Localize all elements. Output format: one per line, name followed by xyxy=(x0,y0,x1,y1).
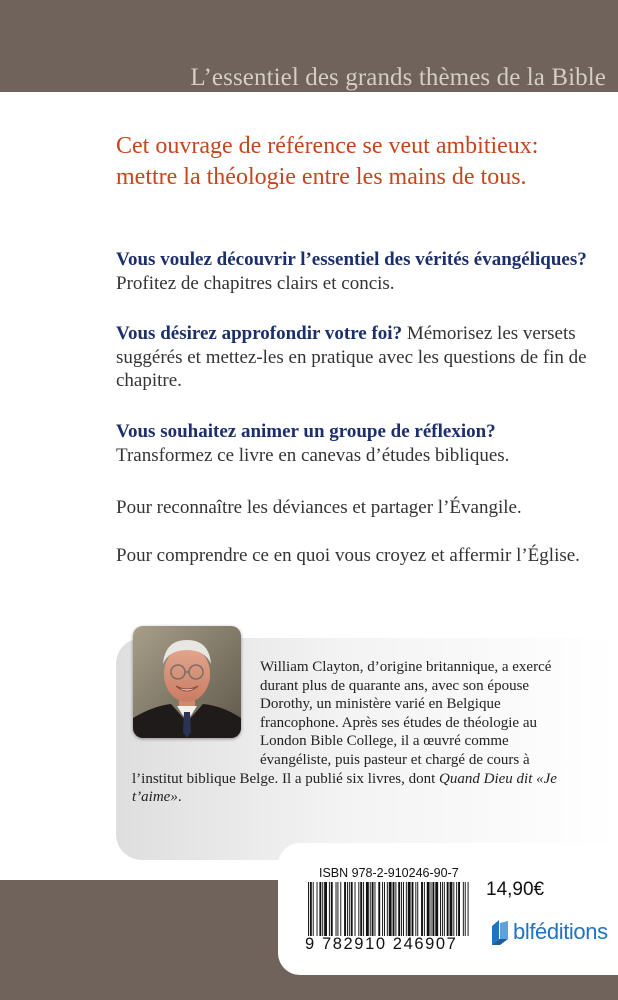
barcode-bar xyxy=(322,882,323,936)
barcode-bar xyxy=(453,882,454,936)
author-bio-end: . xyxy=(177,789,182,806)
barcode-bar xyxy=(427,882,430,936)
paragraph-text: Mémorisez les versets suggérés et mettez-les en pratique avec les questions de fin de chapitre. xyxy=(116,323,587,391)
barcode-bar xyxy=(313,882,314,936)
paragraph-text: Profitez de chapitres clairs et concis. xyxy=(116,272,395,294)
barcode-bar xyxy=(387,882,388,936)
barcode-bar xyxy=(355,882,356,936)
barcode-bar xyxy=(331,882,333,936)
barcode-bar xyxy=(421,882,423,936)
barcode-bar xyxy=(389,882,392,936)
barcode-bar xyxy=(336,882,337,936)
publisher-name: blféditions xyxy=(513,919,608,944)
publisher-logo xyxy=(489,917,608,947)
barcode-bar xyxy=(310,882,312,936)
barcode-bar xyxy=(363,882,364,936)
barcode-bar xyxy=(398,882,400,936)
barcode-bar xyxy=(372,882,374,936)
barcode-bar xyxy=(324,882,327,936)
barcode-bar xyxy=(351,882,353,936)
barcode-bar xyxy=(444,882,445,936)
barcode-bar xyxy=(395,882,396,936)
paragraph-text: Transformez ce livre en canevas d’études bibliques. xyxy=(116,444,510,466)
author-photo xyxy=(133,626,241,738)
barcode-bar xyxy=(415,882,416,936)
barcode-bar xyxy=(329,882,330,936)
barcode-bar xyxy=(370,882,371,936)
barcode-bar xyxy=(349,882,350,936)
barcode-bar xyxy=(378,882,380,936)
barcode-bar xyxy=(366,882,369,936)
barcode-bar xyxy=(317,882,318,936)
author-bio-text: William Clayton, d’origine britannique, a exercé durant plus de quarante ans, avec son épouse Dorothy, un ministère varié en Belgique francophone. Après ses études de théologie au London Bible College, il a œuvré comme évangéliste, puis pasteur et chargé de cours à l’institut biblique Belge. Il a publié six livres, dont xyxy=(132,659,552,787)
paragraph-discover xyxy=(116,248,596,295)
paragraph-highlight: Vous désirez approfondir votre foi? xyxy=(116,323,403,344)
barcode xyxy=(306,882,470,938)
barcode-bar xyxy=(442,882,443,936)
barcode-bar xyxy=(450,882,453,936)
barcode-bar xyxy=(432,882,434,936)
barcode-bar xyxy=(435,882,438,936)
barcode-bar xyxy=(393,882,395,936)
barcode-bar xyxy=(412,882,414,936)
barcode-bar xyxy=(447,882,449,936)
paragraph-recognize: Pour reconnaître les déviances et partager l’Évangile. xyxy=(116,497,522,518)
barcode-bar xyxy=(440,882,441,936)
barcode-bar xyxy=(463,882,464,936)
series-title: L’essentiel des grands thèmes de la Bible xyxy=(190,64,606,91)
barcode-bar xyxy=(384,882,385,936)
barcode-bar xyxy=(401,882,402,936)
barcode-bar xyxy=(337,882,338,936)
barcode-bar xyxy=(358,882,359,936)
paragraph-study-group xyxy=(116,420,596,467)
barcode-bar xyxy=(344,882,346,936)
price: 14,90€ xyxy=(486,879,545,900)
barcode-bar xyxy=(408,882,411,936)
barcode-bar xyxy=(375,882,376,936)
barcode-bar xyxy=(424,882,425,936)
barcode-digits: 9 782910 246907 xyxy=(305,935,458,953)
barcode-bar xyxy=(340,882,341,936)
barcode-bar xyxy=(465,882,466,936)
barcode-bar xyxy=(468,882,469,936)
paragraph-highlight: Vous voulez découvrir l’essentiel des vérités évangéliques? xyxy=(116,249,587,270)
barcode-bar xyxy=(417,882,418,936)
barcode-bar xyxy=(308,882,309,936)
barcode-bar xyxy=(382,882,383,936)
paragraph-understand: Pour comprendre ce en quoi vous croyez et affermir l’Église. xyxy=(116,545,580,566)
barcode-bar xyxy=(458,882,460,936)
barcode-bar xyxy=(431,882,432,936)
barcode-bar xyxy=(456,882,457,936)
barcode-bar xyxy=(360,882,362,936)
paragraph-deepen-faith xyxy=(116,322,596,393)
book-icon xyxy=(489,917,511,947)
barcode-bar xyxy=(347,882,348,936)
barcode-bar xyxy=(319,882,321,936)
book-title: Quand Dieu dit «Je t’aime» xyxy=(132,770,557,806)
paragraph-highlight: Vous souhaitez animer un groupe de réflexion? xyxy=(116,421,496,442)
barcode-bar xyxy=(403,882,404,936)
barcode-bar xyxy=(406,882,407,936)
isbn-label: ISBN 978-2-910246-90-7 xyxy=(319,866,459,880)
intro-statement: Cet ouvrage de référence se veut ambitieux: mettre la théologie entre les mains de tous. xyxy=(116,133,539,190)
